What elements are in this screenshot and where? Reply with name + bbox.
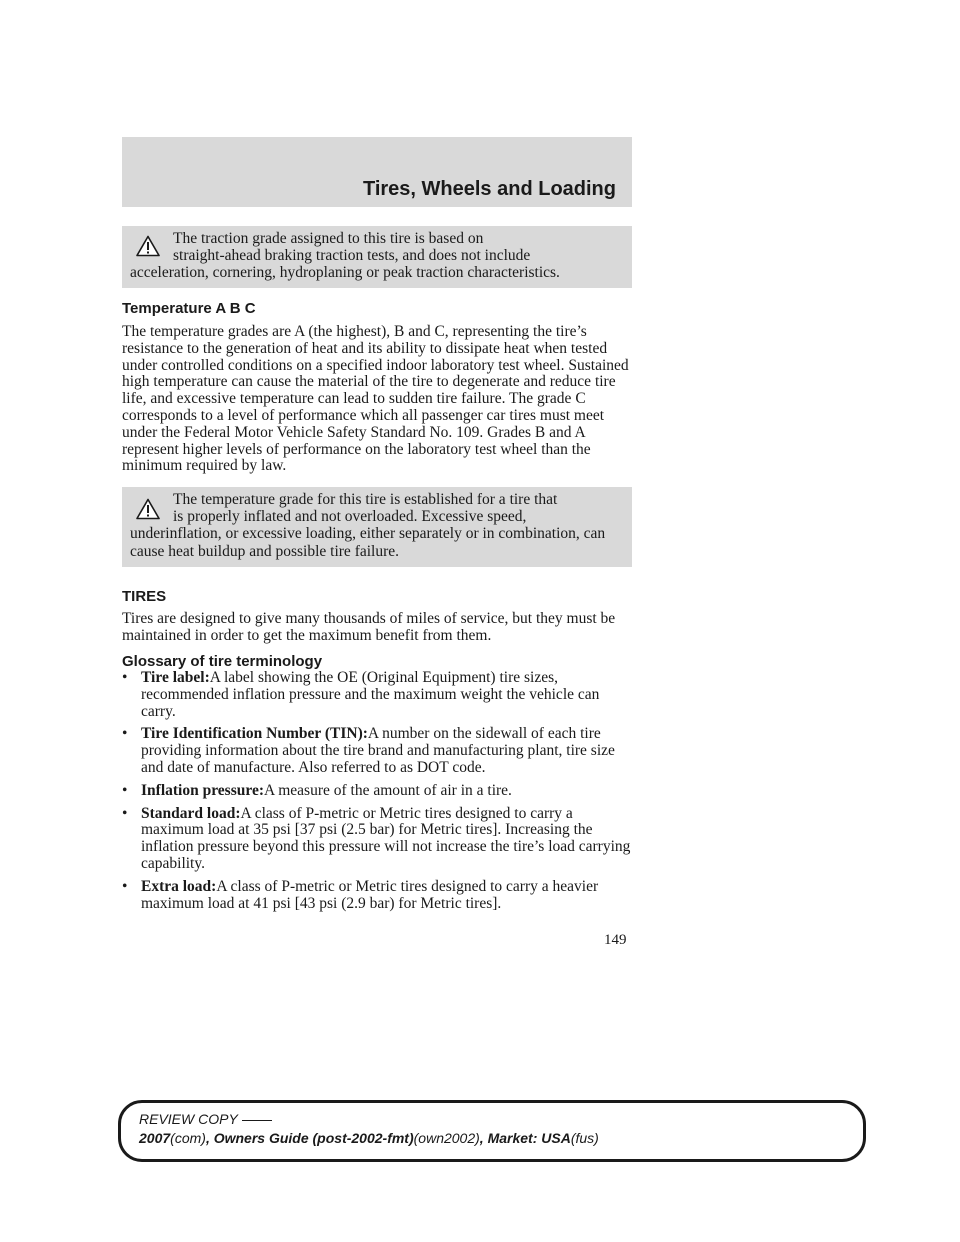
glossary-definition: A class of P-metric or Metric tires designed to carry a heavier maximum load at 41 psi [43 psi (2.9 bar) for Metric tires].: [141, 877, 599, 912]
bullet-glyph: •: [122, 804, 128, 822]
warning-triangle-icon: [136, 498, 160, 520]
glossary-item: [122, 670, 634, 720]
glossary-term: Inflation pressure:: [141, 781, 265, 799]
warning-text-line: The traction grade assigned to this tire is based on: [173, 230, 484, 247]
glossary-term: Extra load:: [141, 877, 217, 895]
warning-text-line: straight-ahead braking traction tests, and does not include: [173, 247, 531, 264]
page-number: 149: [604, 932, 627, 948]
heading-tires: TIRES: [122, 588, 167, 605]
glossary-definition: A class of P-metric or Metric tires designed to carry a maximum load at 35 psi [37 psi (2.5 bar) for Metric tires]. Increasing the inflation pressure beyond this pressure will not increase the tire’s load carrying capability.: [141, 804, 631, 872]
warning-text: acceleration, cornering, hydroplaning or peak traction characteristics.: [130, 264, 560, 281]
paragraph-temperature: The temperature grades are A (the highest), B and C, representing the tire’s resistance to the generation of heat and its ability to dissipate heat when tested under controlled conditions on a specified indoor laboratory test wheel. Sustained high temperature can cause the material of the tire to degenerate and reduce tire life, and excessive temperature can lead to sudden tire failure. The grade C corresponds to a level of performance which all passenger car tires must meet under the Federal Motor Vehicle Safety Standard No. 109. Grades B and A represent higher levels of performance on the laboratory test wheel than the minimum required by law.: [122, 323, 629, 475]
warning-box-temperature: [122, 487, 632, 567]
glossary-item: [122, 879, 634, 913]
glossary-definition: A number on the sidewall of each tire providing information about the tire brand and manufacturing plant, tire size and date of manufacture. Also referred to as DOT code.: [141, 725, 615, 776]
heading-glossary: Glossary of tire terminology: [122, 653, 323, 670]
glossary-item: [122, 806, 634, 873]
bullet-glyph: •: [122, 781, 128, 799]
bullet-glyph: •: [122, 669, 128, 686]
warning-text: underinflation, or excessive loading, either separately or in combination, can cause heat buildup and possible tire failure.: [130, 525, 606, 560]
bullet-glyph: •: [122, 877, 128, 895]
section-header: [122, 137, 632, 207]
review-copy-details: 2007(com), Owners Guide (post-2002-fmt)(own2002), Market: USA(fus): [139, 1130, 599, 1146]
glossary-item: [122, 783, 634, 800]
review-rule: [242, 1120, 272, 1121]
glossary-list: [122, 670, 634, 918]
bullet-glyph: •: [122, 725, 128, 743]
glossary-item: [122, 726, 634, 776]
glossary-term: Tire Identification Number (TIN):: [141, 725, 368, 743]
warning-text-line: The temperature grade for this tire is established for a tire that: [173, 491, 558, 508]
warning-triangle-icon: [136, 235, 160, 257]
paragraph-tires: Tires are designed to give many thousands of miles of service, but they must be maintained in order to get the maximum benefit from them.: [122, 610, 616, 644]
glossary-term: Standard load:: [141, 804, 241, 822]
warning-text-line: is properly inflated and not overloaded. Excessive speed,: [173, 508, 527, 525]
section-title: Tires, Wheels and Loading: [362, 178, 616, 200]
review-copy-label: REVIEW COPY: [139, 1111, 272, 1127]
warning-box-traction: [122, 226, 632, 288]
review-copy-box: [118, 1100, 866, 1162]
glossary-definition: A measure of the amount of air in a tire.: [264, 781, 512, 799]
glossary-term: Tire label:: [141, 669, 210, 686]
heading-temperature: Temperature A B C: [122, 300, 256, 317]
glossary-definition: A label showing the OE (Original Equipment) tire sizes, recommended inflation pressure and the maximum weight the vehicle can carry.: [141, 669, 600, 720]
